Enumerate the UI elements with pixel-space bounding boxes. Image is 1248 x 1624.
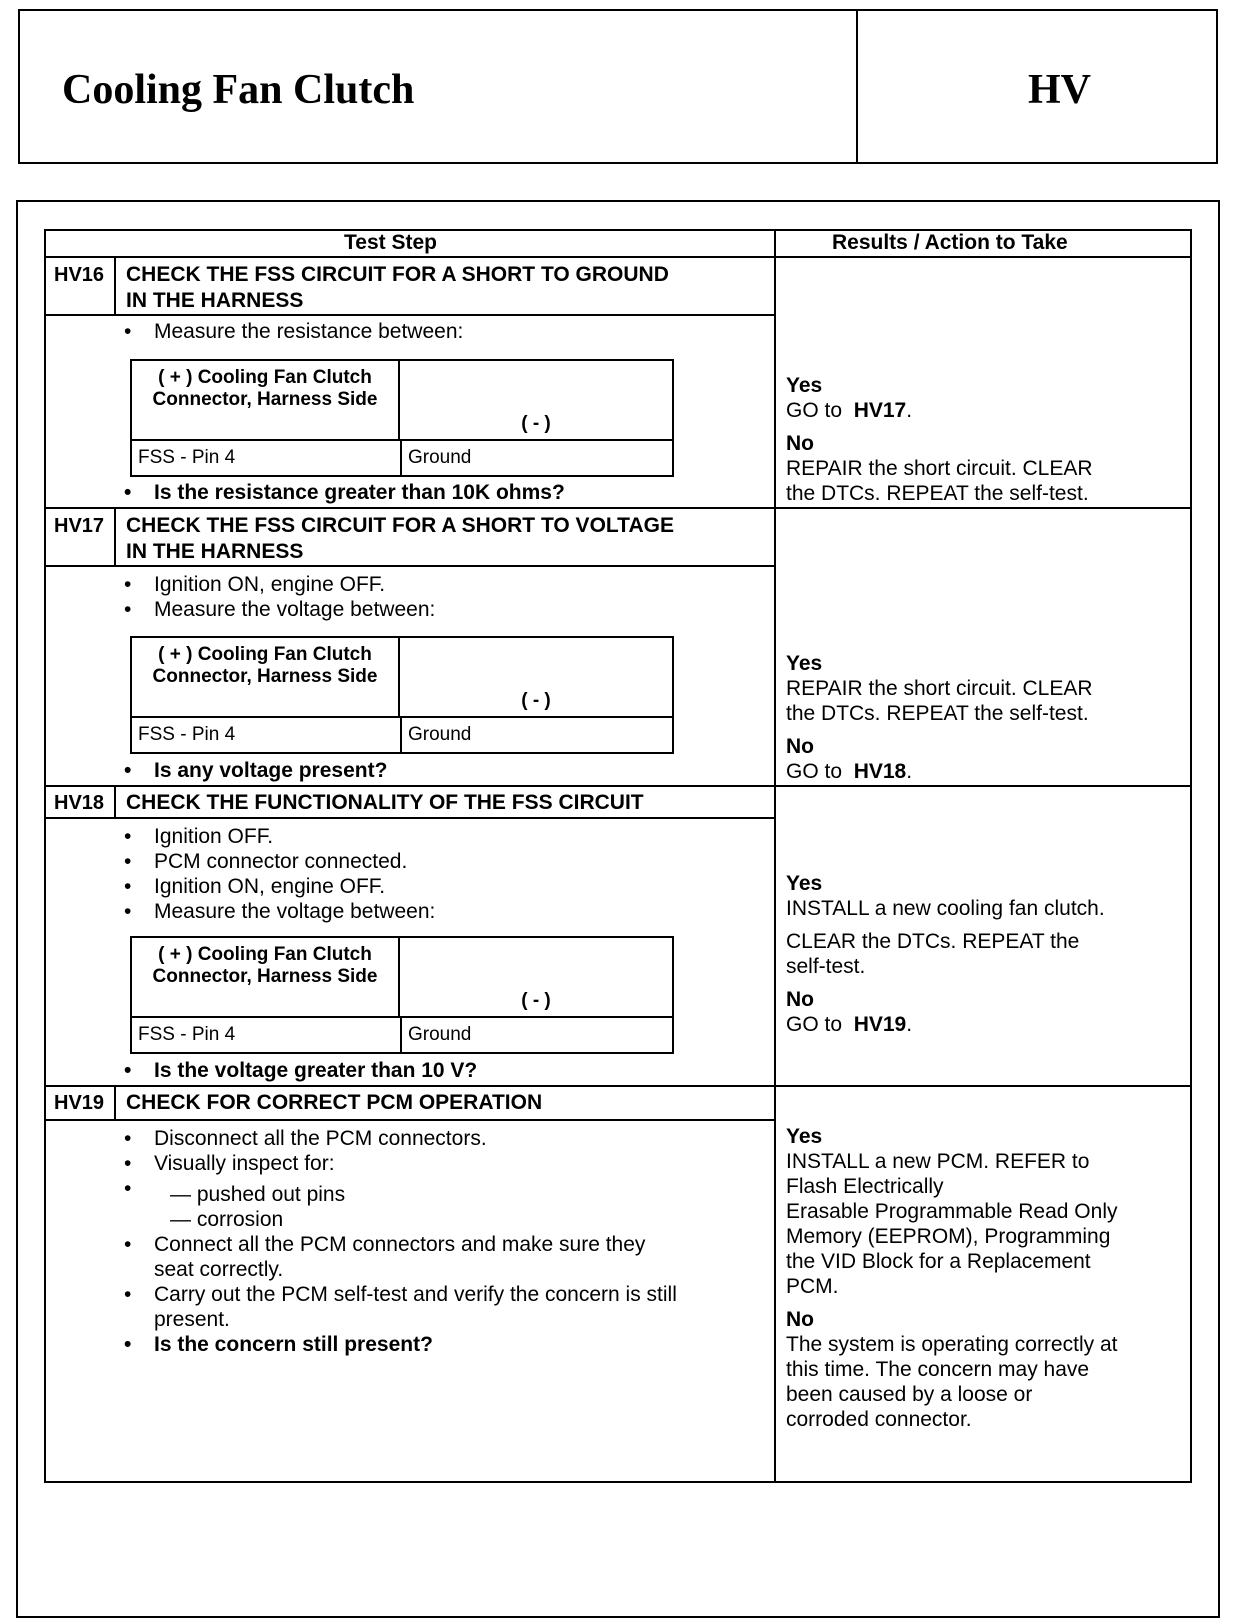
yes-text: GO to <box>786 399 843 422</box>
step-title-line: CHECK FOR CORRECT PCM OPERATION <box>126 1091 543 1114</box>
step-id: HV17 <box>54 515 105 537</box>
sub-value-negative: Ground <box>408 1024 472 1045</box>
sub-divider <box>400 441 402 475</box>
yes-action: GO to HV17. <box>786 399 913 422</box>
step-bullets <box>120 824 435 924</box>
step-title-rule <box>46 314 774 316</box>
step-title-line: IN THE HARNESS <box>126 540 304 563</box>
sub-header-positive: ( + ) Cooling Fan Clutch Connector, Harness Side <box>132 638 400 718</box>
page-title: Cooling Fan Clutch <box>62 67 415 113</box>
step-title-rule <box>46 1119 774 1121</box>
measurement-table <box>130 636 674 754</box>
column-divider <box>774 231 776 1481</box>
yes-action-line: INSTALL a new cooling fan clutch. <box>786 897 1105 920</box>
step-question <box>120 480 565 505</box>
list-item: • Ignition ON, engine OFF. <box>120 874 435 899</box>
step-bullets <box>120 1126 677 1357</box>
yes-action-line: the DTCs. REPEAT the self-test. <box>786 702 1089 725</box>
yes-action-line: Memory (EEPROM), Programming <box>786 1225 1111 1248</box>
list-item: • Ignition ON, engine OFF. <box>120 572 435 597</box>
yes-action-line: Flash Electrically <box>786 1175 944 1198</box>
id-divider <box>114 1085 116 1119</box>
step-bullets <box>120 572 435 622</box>
step-title-line: IN THE HARNESS <box>126 289 304 312</box>
yes-action-line: PCM. <box>786 1275 839 1298</box>
list-item: • Is any voltage present? <box>120 758 387 783</box>
sub-header-negative: ( - ) <box>400 638 672 718</box>
list-item: — corrosion <box>170 1208 284 1231</box>
step-results <box>786 373 1093 506</box>
list-item: • Is the concern still present? <box>120 1332 677 1357</box>
id-divider <box>114 785 116 817</box>
step-rule <box>46 1085 1190 1087</box>
measurement-table <box>130 936 674 1054</box>
list-item: • Is the resistance greater than 10K ohms? <box>120 480 565 505</box>
sub-divider <box>400 1018 402 1052</box>
goto-ref: HV19 <box>853 1013 907 1036</box>
step-title-rule <box>46 817 774 819</box>
list-item: • PCM connector connected. <box>120 849 435 874</box>
diagnostic-table <box>44 229 1192 1483</box>
step-title <box>126 1090 542 1116</box>
no-action: GO to HV18. <box>786 760 913 783</box>
list-item: • Ignition OFF. <box>120 824 435 849</box>
list-item: • Visually inspect for: <box>120 1151 677 1176</box>
step-id: HV19 <box>54 1092 105 1114</box>
list-item <box>120 1282 677 1332</box>
sub-value-negative: Ground <box>408 724 472 745</box>
sub-divider <box>400 718 402 752</box>
list-item: • Is the voltage greater than 10 V? <box>120 1058 477 1083</box>
step-title <box>126 262 669 314</box>
list-item: — pushed out pins <box>170 1183 346 1206</box>
sub-value-positive: FSS - Pin 4 <box>138 1024 236 1045</box>
title-divider <box>856 11 858 162</box>
step-title-line: CHECK THE FUNCTIONALITY OF THE FSS CIRCUIT <box>126 791 644 814</box>
step-rule <box>46 507 1190 509</box>
list-item-line: Connect all the PCM connectors and make sure they <box>154 1233 646 1256</box>
yes-action-line: REPAIR the short circuit. CLEAR <box>786 677 1093 700</box>
list-item-line: Carry out the PCM self-test and verify the concern is still <box>154 1283 677 1306</box>
step-results <box>786 651 1093 784</box>
header-rule <box>46 256 1190 258</box>
no-text: GO to <box>786 760 843 783</box>
no-action: GO to HV19. <box>786 1013 913 1036</box>
id-divider <box>114 256 116 314</box>
yes-label: Yes <box>786 1125 823 1148</box>
list-item: • Measure the resistance between: <box>120 319 463 344</box>
step-title-line: CHECK THE FSS CIRCUIT FOR A SHORT TO VOLTAGE <box>126 514 674 537</box>
section-code: HV <box>1028 67 1091 113</box>
step-rule <box>46 785 1190 787</box>
list-item: • Measure the voltage between: <box>120 899 435 924</box>
step-title <box>126 513 674 565</box>
step-title-rule <box>46 565 774 567</box>
goto-ref: HV17 <box>853 399 907 422</box>
yes-label: Yes <box>786 374 823 397</box>
yes-label: Yes <box>786 652 823 675</box>
sub-value-negative: Ground <box>408 447 472 468</box>
step-title-line: CHECK THE FSS CIRCUIT FOR A SHORT TO GROUND <box>126 263 669 286</box>
goto-ref: HV18 <box>853 760 907 783</box>
no-label: No <box>786 988 814 1011</box>
sub-header-negative: ( - ) <box>400 938 672 1018</box>
yes-label: Yes <box>786 872 823 895</box>
sub-header-positive: ( + ) Cooling Fan Clutch Connector, Harness Side <box>132 938 400 1018</box>
list-item: • Measure the voltage between: <box>120 597 435 622</box>
step-id: HV16 <box>54 264 105 286</box>
no-label: No <box>786 432 814 455</box>
no-label: No <box>786 1308 814 1331</box>
no-action-line: The system is operating correctly at <box>786 1333 1118 1356</box>
no-action-line: been caused by a loose or <box>786 1383 1033 1406</box>
no-action-line: corroded connector. <box>786 1408 972 1431</box>
list-item: • Disconnect all the PCM connectors. <box>120 1126 677 1151</box>
no-text: GO to <box>786 1013 843 1036</box>
step-bullets <box>120 319 463 344</box>
yes-action-line: self-test. <box>786 955 866 978</box>
header-test-step: Test Step <box>344 231 437 254</box>
measurement-table <box>130 359 674 477</box>
header-results: Results / Action to Take <box>832 231 1068 254</box>
sub-header-negative: ( - ) <box>400 361 672 441</box>
step-question <box>120 758 387 783</box>
sub-value-positive: FSS - Pin 4 <box>138 447 236 468</box>
no-action-line: this time. The concern may have <box>786 1358 1090 1381</box>
step-question <box>120 1058 477 1083</box>
step-results <box>786 871 1105 1037</box>
sub-header-positive: ( + ) Cooling Fan Clutch Connector, Harness Side <box>132 361 400 441</box>
yes-action-line: the VID Block for a Replacement <box>786 1250 1091 1273</box>
list-item-line: present. <box>154 1308 230 1331</box>
title-box <box>18 9 1218 164</box>
no-label: No <box>786 735 814 758</box>
step-title <box>126 790 644 816</box>
id-divider <box>114 507 116 565</box>
step-id: HV18 <box>54 792 105 814</box>
yes-action-line: INSTALL a new PCM. REFER to <box>786 1150 1090 1173</box>
list-item <box>120 1232 677 1282</box>
yes-action-line: CLEAR the DTCs. REPEAT the <box>786 930 1080 953</box>
no-action-line: the DTCs. REPEAT the self-test. <box>786 482 1089 505</box>
list-item-line: seat correctly. <box>154 1258 284 1281</box>
step-results <box>786 1124 1118 1432</box>
sub-value-positive: FSS - Pin 4 <box>138 724 236 745</box>
no-action-line: REPAIR the short circuit. CLEAR <box>786 457 1093 480</box>
yes-action-line: Erasable Programmable Read Only <box>786 1200 1118 1223</box>
